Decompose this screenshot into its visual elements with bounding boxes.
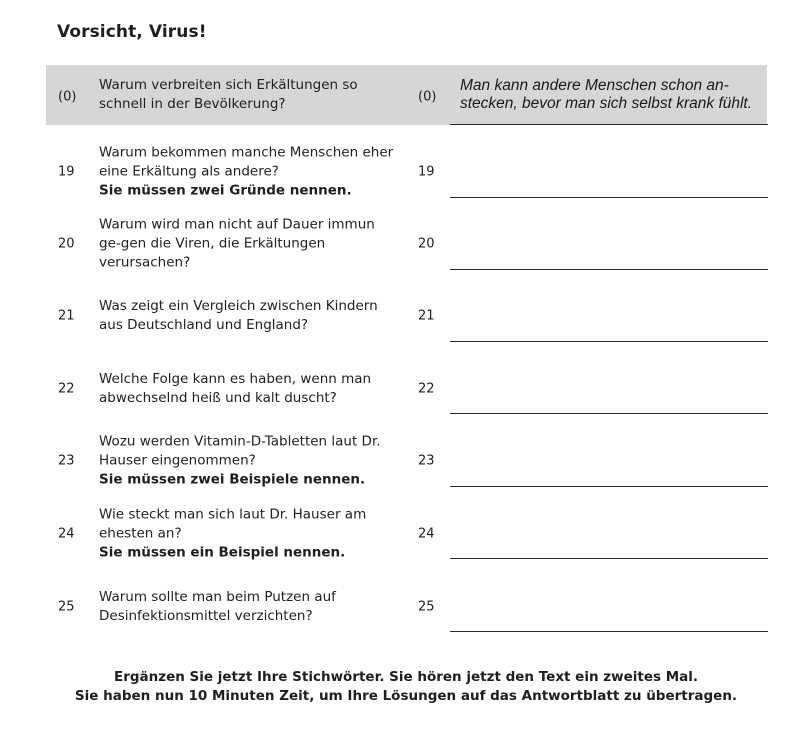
page-title: Vorsicht, Virus! <box>57 22 207 42</box>
answer-line[interactable] <box>450 631 768 632</box>
answer-number: 25 <box>418 599 435 615</box>
question-text-block <box>99 433 399 490</box>
question-text-block <box>99 588 399 626</box>
example-row <box>46 65 767 125</box>
question-number: 22 <box>58 381 75 397</box>
question-text: Warum sollte man beim Putzen auf Desinfektionsmittel verzichten? <box>99 589 336 624</box>
question-text-block <box>99 506 399 563</box>
question-number: 24 <box>58 526 75 542</box>
question-text: Warum wird man nicht auf Dauer immun ge-gen die Viren, die Erkältungen verursachen? <box>99 216 375 271</box>
example-answer-line <box>450 124 768 125</box>
question-text-block <box>99 216 399 273</box>
example-answer: Man kann andere Menschen schon an-stecken, bevor man sich selbst krank fühlt. <box>460 77 753 112</box>
question-number: 25 <box>58 599 75 615</box>
question-note: Sie müssen zwei Beispiele nennen. <box>99 471 366 488</box>
instructions-line-2: Sie haben nun 10 Minuten Zeit, um Ihre Lösungen auf das Antwortblatt zu übertragen. <box>74 688 738 704</box>
question-text: Warum bekommen manche Menschen eher eine Erkältung als andere? <box>99 144 394 180</box>
answer-number: 24 <box>418 526 435 542</box>
example-number-left: (0) <box>58 89 77 105</box>
answer-number: 21 <box>418 308 435 324</box>
question-number: 19 <box>58 164 75 180</box>
answer-line[interactable] <box>450 197 768 198</box>
question-note: Sie müssen ein Beispiel nennen. <box>99 544 346 561</box>
answer-number: 19 <box>418 164 435 180</box>
question-text-block <box>99 370 399 408</box>
instructions <box>0 668 812 706</box>
question-text: Was zeigt ein Vergleich zwischen Kindern aus Deutschland und England? <box>99 298 378 333</box>
example-number-right: (0) <box>418 89 437 105</box>
question-note: Sie müssen zwei Gründe nennen. <box>99 182 352 199</box>
example-question: Warum verbreiten sich Erkältungen so schnell in der Bevölkerung? <box>99 77 358 112</box>
answer-number: 23 <box>418 453 435 469</box>
question-text-block <box>99 144 399 201</box>
question-text: Wozu werden Vitamin-D-Tabletten laut Dr. Hauser eingenommen? <box>99 433 381 469</box>
question-text: Welche Folge kann es haben, wenn man abwechselnd heiß und kalt duscht? <box>99 371 372 406</box>
question-number: 23 <box>58 453 75 469</box>
answer-line[interactable] <box>450 269 768 270</box>
question-number: 20 <box>58 236 75 252</box>
answer-number: 22 <box>418 381 435 397</box>
question-text-block <box>99 297 399 335</box>
answer-line[interactable] <box>450 558 768 559</box>
answer-number: 20 <box>418 236 435 252</box>
instructions-line-1: Ergänzen Sie jetzt Ihre Stichwörter. Sie hören jetzt den Text ein zweites Mal. <box>113 669 699 685</box>
answer-line[interactable] <box>450 486 768 487</box>
question-number: 21 <box>58 308 75 324</box>
answer-line[interactable] <box>450 413 768 414</box>
question-text: Wie steckt man sich laut Dr. Hauser am ehesten an? <box>99 506 367 542</box>
answer-line[interactable] <box>450 341 768 342</box>
